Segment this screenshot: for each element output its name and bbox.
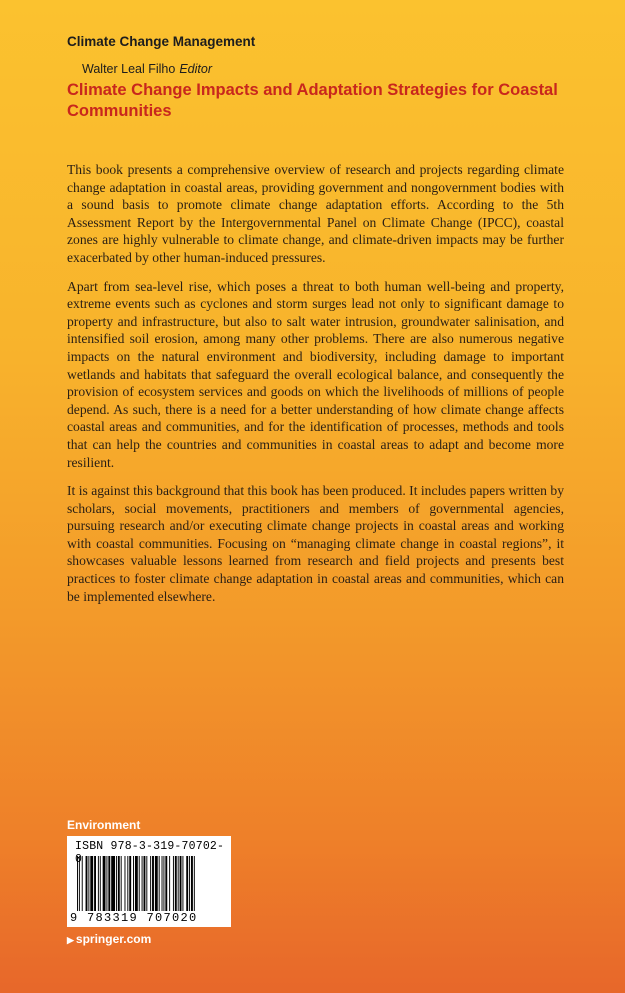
barcode-bar	[106, 856, 107, 912]
barcode-bar	[135, 856, 138, 912]
publisher-link[interactable]	[67, 932, 151, 946]
barcode-bar	[133, 856, 134, 912]
barcode-bar	[194, 856, 195, 912]
barcode-bar	[152, 856, 154, 912]
barcode-bar	[82, 856, 83, 912]
barcode-bar	[127, 856, 128, 912]
barcode-bar	[165, 856, 167, 912]
editor-role: Editor	[179, 62, 212, 76]
barcode-bar	[129, 856, 131, 912]
barcode-bar	[159, 856, 160, 912]
isbn-label: ISBN 978-3-319-70702-0	[75, 840, 225, 866]
barcode-bar	[144, 856, 146, 912]
barcode-bar	[146, 856, 147, 912]
barcode-bar	[121, 856, 122, 912]
barcode-bar	[111, 856, 115, 912]
editor-name: Walter Leal Filho	[82, 62, 176, 76]
barcode-bar	[79, 856, 80, 912]
barcode-bar	[178, 856, 179, 912]
barcode-bars	[75, 856, 223, 912]
arrow-icon: ▶	[67, 935, 74, 945]
series-title: Climate Change Management	[67, 34, 256, 49]
description-paragraph-1: This book presents a comprehensive overview of research and projects regarding climate change adaptation in coastal areas, providing government and nongovernment bodies with a sound basis to promote climate change adaptation efforts. According to the 5th Assessment Report by the Intergovernmental Panel on Climate Change (IPCC), coastal zones are highly vulnerable to climate change, and climate-driven impacts may be further exacerbated by other human-induced pressures.	[67, 162, 564, 265]
barcode-bar	[182, 856, 183, 912]
barcode-bar	[94, 856, 96, 912]
barcode-bar	[86, 856, 88, 912]
barcode-bar	[173, 856, 174, 912]
book-title: Climate Change Impacts and Adaptation Strategies for Coastal Communities	[67, 81, 558, 120]
barcode-bar	[88, 856, 89, 912]
barcode-digits: 9 783319 707020	[70, 911, 198, 925]
barcode-bar	[100, 856, 101, 912]
barcode-bar	[186, 856, 188, 912]
barcode-bar	[139, 856, 140, 912]
barcode-bar	[103, 856, 106, 912]
barcode-bar	[191, 856, 193, 912]
barcode-bar	[77, 856, 78, 912]
barcode-bar	[116, 856, 117, 912]
barcode-bar	[90, 856, 93, 912]
barcode-bar	[189, 856, 190, 912]
barcode-bar	[175, 856, 177, 912]
barcode-bar	[163, 856, 164, 912]
description-paragraph-3: It is against this background that this book has been produced. It includes papers written by scholars, social movements, practitioners and members of governmental agencies, pursuing research and/or executing climate change projects in coastal areas and working with coastal communities. Focusing on “managing climate change in coastal regions”, it showcases valuable lessons learned from research and field projects and presents best practices to foster climate change adaptation in coastal areas and communities, which can be implemented elsewhere.	[67, 483, 564, 604]
barcode-bar	[118, 856, 120, 912]
editor-line	[82, 62, 212, 76]
barcode-bar	[169, 856, 170, 912]
barcode-bar	[162, 856, 163, 912]
isbn-barcode	[67, 836, 231, 927]
publisher-url: springer.com	[75, 932, 152, 946]
book-description	[67, 161, 564, 616]
description-paragraph-2: Apart from sea-level rise, which poses a threat to both human well-being and property, extreme events such as cyclones and storm surges lead not only to significant damage to property and infrastructure, but also to salt water intrusion, groundwater salinisation, and intensified soil erosion, among many other problems. There are also numerous negative impacts on the natural environment and biodiversity, including damage to important wetlands and habitats that safeguard the overall ecological balance, and consequently the provision of ecosystem services and goods on which the livelihoods of millions of people depend. As such, there is a need for a better understanding of how climate change affects coastal areas and communities, and for the identification of processes, methods and tools that can help the countries and communities in coastal areas to adapt and become more resilient.	[67, 278, 564, 470]
barcode-bar	[125, 856, 126, 912]
barcode-bar	[155, 856, 158, 912]
barcode-bar	[108, 856, 110, 912]
barcode-bar	[98, 856, 99, 912]
barcode-bar	[150, 856, 151, 912]
subject-category: Environment	[67, 818, 141, 832]
barcode-bar	[142, 856, 143, 912]
barcode-bar	[180, 856, 182, 912]
